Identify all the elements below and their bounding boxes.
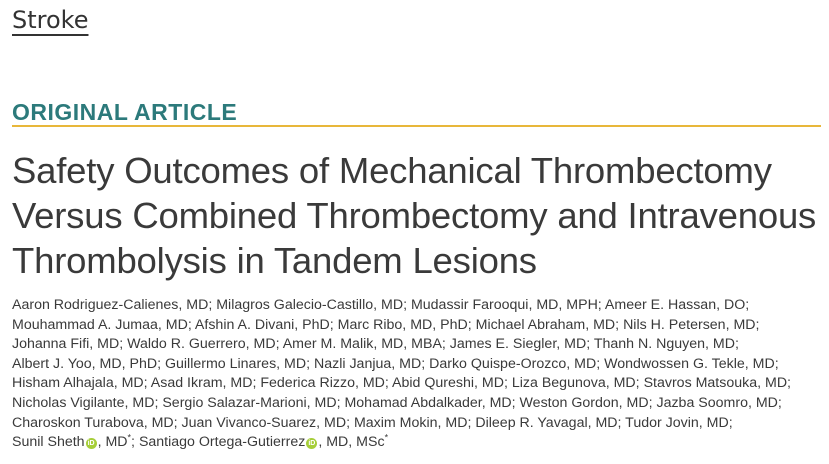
title-line: Versus Combined Thrombectomy and Intravenous (12, 195, 817, 236)
title-line: Thrombolysis in Tandem Lesions (12, 240, 537, 281)
author-line: Charoskon Turabova, MD; Juan Vivanco-Suarez, MD; Maxim Mokin, MD; Dileep R. Yavagal, MD; Tudor Jovin, MD; (12, 414, 733, 431)
author-degree: , MD (97, 434, 128, 451)
corresponding-mark: * (384, 432, 389, 443)
author-line: Nicholas Vigilante, MD; Sergio Salazar-Marioni, MD; Mohamad Abdalkader, MD; Weston Gordon, MD; Jazba Soomro, MD; (12, 394, 782, 411)
author-name: Sunil Sheth (12, 434, 85, 451)
author-line: Albert J. Yoo, MD, PhD; Guillermo Linares, MD; Nazli Janjua, MD; Darko Quispe-Orozco, MD; Wondwossen G. Tekle, MD; (12, 355, 779, 372)
corresponding-mark: * (127, 432, 132, 443)
orcid-icon[interactable]: iD (87, 440, 95, 448)
author-line: Hisham Alhajala, MD; Asad Ikram, MD; Federica Rizzo, MD; Abid Qureshi, MD; Liza Begunova, MD; Stavros Matsouka, MD; (12, 375, 792, 392)
article-title (12, 148, 827, 283)
journal-name[interactable]: Stroke (12, 6, 89, 34)
author-separator: ; (131, 434, 139, 451)
author-line: Mouhammad A. Jumaa, MD; Afshin A. Divani, PhD; Marc Ribo, MD, PhD; Michael Abraham, MD; Nils H. Petersen, MD; (12, 316, 760, 333)
author-name: Santiago Ortega-Gutierrez (138, 434, 306, 451)
title-line: Safety Outcomes of Mechanical Thrombectomy (12, 150, 772, 191)
section-label: ORIGINAL ARTICLE (12, 99, 238, 125)
section-divider (12, 125, 821, 127)
orcid-icon[interactable]: iD (308, 440, 316, 448)
author-line-last (12, 433, 827, 453)
author-line: Johanna Fifi, MD; Waldo R. Guerrero, MD; Amer M. Malik, MD, MBA; James E. Siegler, MD; Thanh N. Nguyen, MD; (12, 336, 739, 353)
author-degree: , MD, MSc (318, 434, 385, 451)
author-list (12, 296, 827, 453)
author-line: Aaron Rodriguez-Calienes, MD; Milagros Galecio-Castillo, MD; Mudassir Farooqui, MD, MPH; Ameer E. Hassan, DO; (12, 297, 750, 313)
